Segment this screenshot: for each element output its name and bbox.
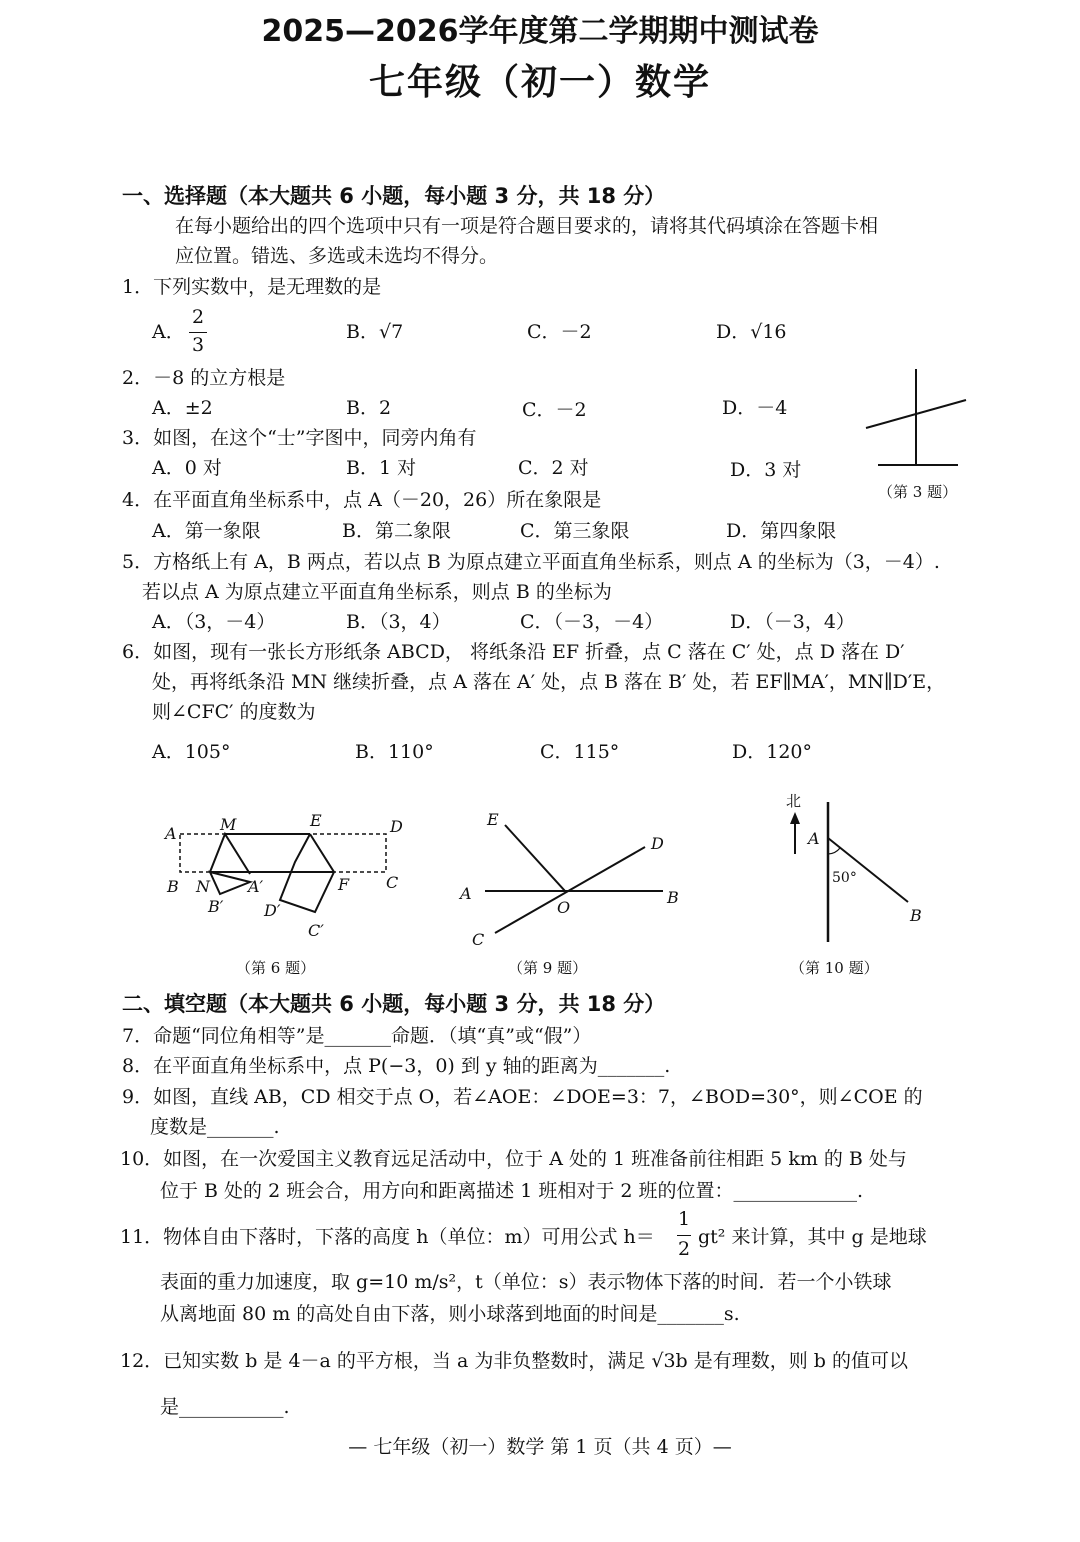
fig10-label-angle: 50° bbox=[832, 870, 857, 886]
q4-option-d: D．第四象限 bbox=[726, 520, 837, 542]
q1-option-b: B．√7 bbox=[346, 321, 404, 343]
fig9-label-c: C bbox=[472, 930, 485, 949]
q1-option-a-denominator: 3 bbox=[191, 334, 205, 356]
q11-line1-part1: 11．物体自由下落时，下落的高度 h（单位：m）可用公式 h＝ bbox=[120, 1226, 655, 1248]
fig6-label-c: C bbox=[386, 873, 399, 892]
q6-option-d: D．120° bbox=[732, 741, 812, 763]
q12-line2: 是___________. bbox=[160, 1396, 290, 1418]
fig6-label-n: N bbox=[196, 877, 210, 896]
q7-text: 7．命题“同位角相等”是_______命题．（填“真”或“假”） bbox=[122, 1025, 592, 1047]
fig6-label-d: D bbox=[390, 817, 403, 836]
fig10-label-b: B bbox=[910, 906, 922, 925]
figure-q9-diagram bbox=[455, 805, 695, 955]
q11-line3: 从离地面 80 m 的高处自由下落，则小球落到地面的时间是_______s. bbox=[160, 1303, 740, 1325]
q2-option-a: A．±2 bbox=[152, 397, 213, 419]
fig9-label-d: D bbox=[651, 834, 664, 853]
q10-line1: 10．如图，在一次爱国主义教育远足活动中，位于 A 处的 1 班准备前往相距 5 km 的 B 处与 bbox=[120, 1148, 907, 1170]
q11-frac-numerator: 1 bbox=[677, 1208, 691, 1230]
q4-option-b: B．第二象限 bbox=[342, 520, 451, 542]
q4-stem: 4．在平面直角坐标系中，点 A（－20，26）所在象限是 bbox=[122, 489, 602, 511]
section1-heading: 一、选择题（本大题共 6 小题，每小题 3 分，共 18 分） bbox=[122, 184, 666, 208]
q2-option-c: C．－2 bbox=[522, 399, 587, 421]
q5-option-b: B．（3，4） bbox=[346, 611, 451, 633]
q11-line2: 表面的重力加速度，取 g=10 m/s²，t（单位：s）表示物体下落的时间．若一个小铁球 bbox=[160, 1271, 892, 1293]
fig6-label-b-prime: B′ bbox=[208, 897, 224, 916]
q4-option-a: A．第一象限 bbox=[152, 520, 261, 542]
figure-q10-diagram bbox=[780, 790, 940, 950]
fig9-label-a: A bbox=[460, 884, 472, 903]
q8-text: 8．在平面直角坐标系中，点 P(−3，0) 到 y 轴的距离为_______. bbox=[122, 1055, 671, 1077]
q3-option-a: A．0 对 bbox=[152, 457, 222, 479]
q6-line2: 处，再将纸条沿 MN 继续折叠，点 A 落在 A′ 处，点 B 落在 B′ 处，若 EF∥MA′，MN∥D′E， bbox=[152, 671, 946, 693]
q5-option-c: C．（－3，－4） bbox=[520, 611, 664, 633]
fig9-label-b: B bbox=[667, 888, 679, 907]
figure-q9-caption: （第 9 题） bbox=[508, 959, 588, 977]
page-footer: — 七年级（初一）数学 第 1 页（共 4 页）— bbox=[348, 1436, 732, 1458]
fig6-label-b: B bbox=[167, 877, 179, 896]
q2-stem: 2．－8 的立方根是 bbox=[122, 367, 286, 389]
q11-frac-denominator: 2 bbox=[677, 1238, 691, 1260]
fig6-label-e: E bbox=[310, 811, 322, 830]
q1-fraction-bar bbox=[189, 332, 207, 333]
figure-q6-diagram bbox=[160, 812, 410, 947]
q5-option-a: A．（3，－4） bbox=[152, 611, 276, 633]
q11-fraction-bar bbox=[677, 1235, 691, 1236]
figure-q3-caption: （第 3 题） bbox=[878, 483, 958, 501]
q6-line3: 则∠CFC′ 的度数为 bbox=[152, 701, 316, 723]
section2-heading: 二、填空题（本大题共 6 小题，每小题 3 分，共 18 分） bbox=[122, 992, 666, 1016]
fig9-label-o: O bbox=[557, 898, 571, 917]
q1-option-a-label: A． bbox=[152, 321, 185, 343]
q1-stem: 1．下列实数中，是无理数的是 bbox=[122, 276, 382, 298]
exam-title: 2025—2026学年度第二学期期中测试卷 bbox=[261, 14, 819, 49]
q6-option-a: A．105° bbox=[152, 741, 231, 763]
fig6-label-f: F bbox=[338, 875, 350, 894]
q6-option-c: C．115° bbox=[540, 741, 620, 763]
fig6-label-d-prime: D′ bbox=[264, 901, 281, 920]
q3-option-c: C．2 对 bbox=[518, 457, 589, 479]
q6-option-b: B．110° bbox=[355, 741, 434, 763]
q1-option-c: C．－2 bbox=[527, 321, 592, 343]
q3-option-d: D．3 对 bbox=[730, 459, 802, 481]
q1-option-a-numerator: 2 bbox=[191, 306, 205, 328]
q3-stem: 3．如图，在这个“士”字图中，同旁内角有 bbox=[122, 427, 477, 449]
fig10-label-a: A bbox=[808, 829, 820, 848]
q4-option-c: C．第三象限 bbox=[520, 520, 630, 542]
exam-subtitle: 七年级（初一）数学 bbox=[368, 62, 711, 103]
figure-q6-caption: （第 6 题） bbox=[236, 959, 316, 977]
q12-line1: 12．已知实数 b 是 4－a 的平方根，当 a 为非负整数时，满足 √3b 是有理数，则 b 的值可以 bbox=[120, 1350, 909, 1372]
q2-option-d: D．－4 bbox=[722, 397, 788, 419]
fig6-label-a: A bbox=[165, 824, 177, 843]
fig6-label-a-prime: A′ bbox=[248, 877, 264, 896]
fig6-label-c-prime: C′ bbox=[308, 921, 324, 940]
q11-line1-part2: gt² 来计算，其中 g 是地球 bbox=[698, 1226, 927, 1248]
q5-line2: 若以点 A 为原点建立平面直角坐标系，则点 B 的坐标为 bbox=[142, 581, 612, 603]
fig6-label-m: M bbox=[220, 815, 237, 834]
q5-line1: 5．方格纸上有 A，B 两点，若以点 B 为原点建立平面直角坐标系，则点 A 的坐标为（3，－4）. bbox=[122, 551, 940, 573]
section1-instructions-line1: 在每小题给出的四个选项中只有一项是符合题目要求的，请将其代码填涂在答题卡相 bbox=[175, 215, 879, 237]
figure-q10-caption: （第 10 题） bbox=[790, 959, 879, 977]
q6-line1: 6．如图，现有一张长方形纸条 ABCD， 将纸条沿 EF 折叠，点 C 落在 C′ 处，点 D 落在 D′ bbox=[122, 641, 905, 663]
fig10-label-north: 北 bbox=[786, 792, 802, 810]
q9-line1: 9．如图，直线 AB，CD 相交于点 O，若∠AOE：∠DOE=3：7，∠BOD=30°，则∠COE 的 bbox=[122, 1086, 923, 1108]
q1-option-d: D．√16 bbox=[716, 321, 787, 343]
figure-q3-diagram bbox=[860, 365, 970, 475]
q9-line2: 度数是_______. bbox=[150, 1116, 280, 1138]
q2-option-b: B．2 bbox=[346, 397, 392, 419]
q5-option-d: D．（－3，4） bbox=[730, 611, 855, 633]
q10-line2: 位于 B 处的 2 班会合，用方向和距离描述 1 班相对于 2 班的位置：_____________. bbox=[160, 1180, 864, 1202]
section1-instructions-line2: 应位置。错选、多选或未选均不得分。 bbox=[175, 245, 499, 267]
fig9-label-e: E bbox=[487, 810, 499, 829]
q3-option-b: B．1 对 bbox=[346, 457, 417, 479]
